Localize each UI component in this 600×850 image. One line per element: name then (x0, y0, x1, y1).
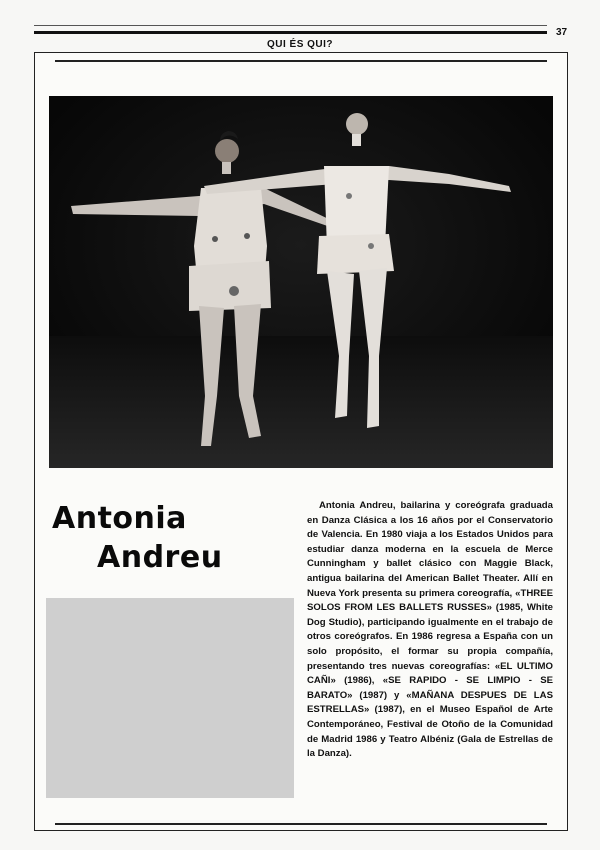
dancers-photo-illustration (49, 96, 553, 468)
page-number: 37 (556, 27, 568, 38)
header-thick-rule (34, 31, 547, 34)
dancer-name-last: Andreu (97, 540, 223, 575)
gray-placeholder-box (46, 598, 294, 798)
photo-two-dancers (49, 96, 553, 468)
header-thin-rule (34, 25, 547, 26)
frame-bottom-rule (55, 823, 547, 825)
frame-top-rule (55, 60, 547, 62)
biography-text: Antonia Andreu, bailarina y coreógrafa graduada en Danza Clásica a los 16 años por el Conservatorio de Valencia. En 1980 viaja a los Estados Unidos para estudiar danza moderna en la escuela de Merce Cunningham y ballet clásico con Maggie Black, antigua bailarina del American Ballet Theater. Allí en Nueva York presenta su primera coreografía, «THREE SOLOS FROM LES BALLETS RUSSES» (1985, White Dog Studio), participando igualmente en el trabajo de otros coreógrafos. En 1986 regresa a España con un solo propósito, el formar su propia compañía, presentando tres nuevas coreografías: «EL ULTIMO CAÑI» (1986), «SE RAPIDO - SE LIMPIO - SE BARATO» (1987) y «MAÑANA DESPUES DE LAS ESTRELLAS» (1987), en el Museo Español de Arte Contemporáneo, Festival de Otoño de la Comunidad de Madrid 1986 y Teatro Albéniz (Gala de Estrellas de la Danza). (307, 500, 553, 760)
section-title: QUI ÉS QUI? (266, 39, 334, 50)
dancer-name-first: Antonia (52, 501, 187, 536)
